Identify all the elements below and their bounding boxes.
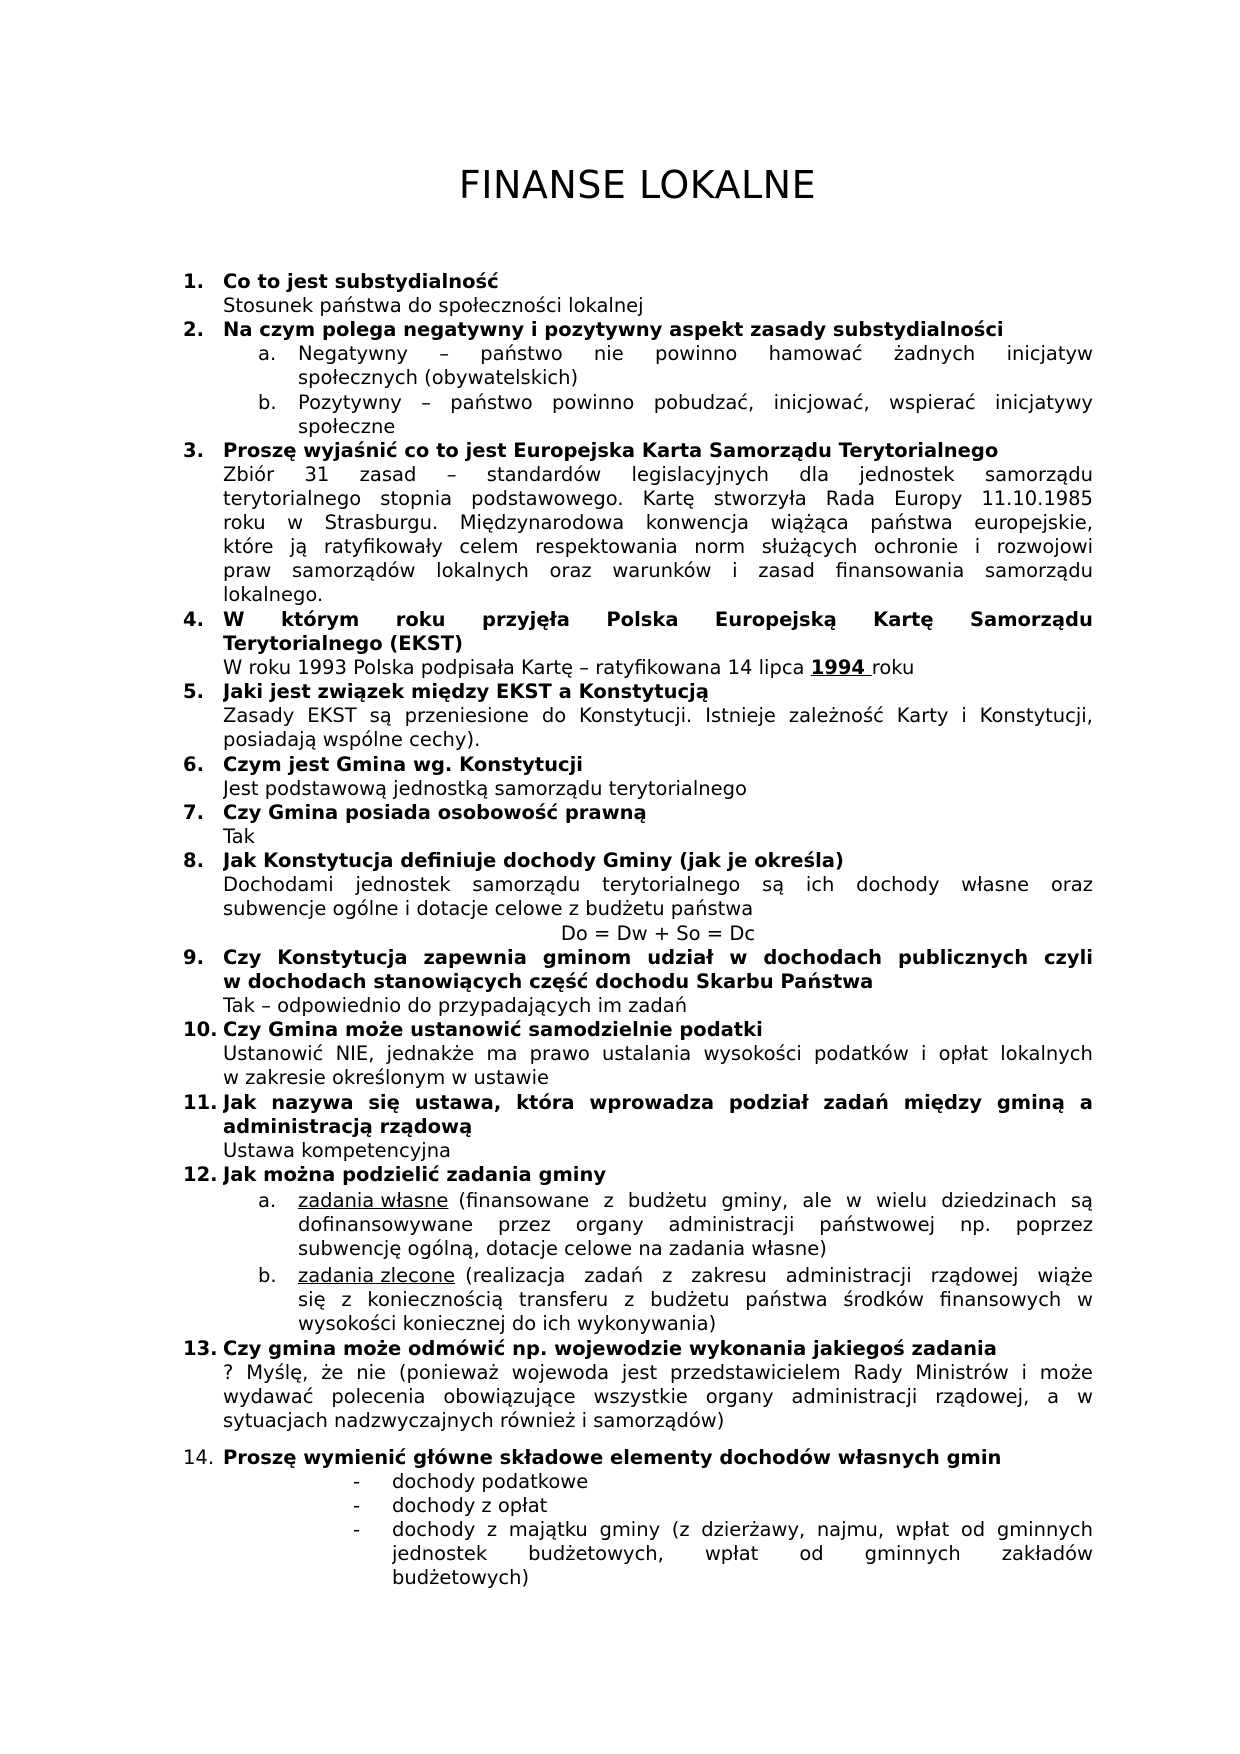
word: państwa: [870, 511, 953, 534]
word: ale: [802, 1189, 832, 1212]
question-number: 8.: [183, 849, 204, 872]
word: podatków: [814, 1042, 909, 1065]
word: gminy,: [721, 1189, 789, 1212]
word: (realizacja: [465, 1264, 566, 1287]
answer-10-line-1: [223, 1042, 1093, 1066]
word: wiążąca: [770, 511, 849, 534]
question-number: 9.: [183, 946, 204, 969]
word: Dochodami: [223, 873, 334, 896]
word: Polska: [606, 608, 679, 631]
word: inicjatywy: [995, 391, 1093, 414]
word: gminnych: [996, 1518, 1093, 1541]
word: Konstytucji,: [979, 704, 1093, 727]
word: Kartę: [642, 487, 695, 510]
word: własne: [961, 873, 1030, 896]
word: transferu: [518, 1288, 609, 1311]
word: jednakże: [386, 1042, 475, 1065]
question-9-line-2: w dochodach stanowiących część dochodu Skarbu Państwa: [223, 970, 874, 993]
word: od: [960, 1518, 986, 1541]
word: administracji: [791, 1385, 918, 1408]
word: czyli: [1043, 946, 1093, 969]
answer-5-line-1: [223, 704, 1093, 728]
word: dochody: [856, 873, 940, 896]
income-item-3-line-3: budżetowych): [392, 1566, 530, 1589]
word: z: [603, 1189, 614, 1212]
word: środków: [843, 1288, 924, 1311]
word: państwowej: [819, 1213, 936, 1236]
word: legislacyjnych: [631, 463, 769, 486]
word: samorządu: [472, 873, 581, 896]
word: państwo: [480, 342, 563, 365]
word: Czy: [223, 946, 262, 969]
list-label: b.: [258, 391, 277, 414]
word: a: [1079, 1091, 1093, 1114]
question-9-line-1: [223, 946, 1093, 970]
word: rządowej,: [935, 1385, 1030, 1408]
income-item-2: dochody z opłat: [392, 1494, 548, 1517]
list-dash: -: [353, 1494, 361, 1517]
word: –: [446, 463, 457, 486]
list-label: a.: [258, 1189, 277, 1212]
word: W: [223, 608, 245, 631]
word: jednostek: [355, 873, 451, 896]
answer-5-line-2: posiadają wspólne cechy).: [223, 728, 481, 751]
word: Konstytucja: [277, 946, 408, 969]
word: wydawać: [223, 1385, 314, 1408]
word: wojewoda: [511, 1361, 610, 1384]
word: stopnia: [380, 487, 453, 510]
word: od: [799, 1542, 824, 1565]
word: Ministrów: [915, 1361, 1009, 1384]
question-14: Proszę wymienić główne składowe elementy dochodów własnych gmin: [223, 1446, 1002, 1469]
income-item-3-line-2: [392, 1542, 1093, 1566]
answer-11: Ustawa kompetencyjna: [223, 1139, 452, 1162]
word: żadnych: [893, 342, 976, 365]
word: przyjęła: [482, 608, 570, 631]
word: powinno: [654, 342, 738, 365]
word: 11.10.1985: [981, 487, 1093, 510]
answer-7: Tak: [223, 825, 255, 848]
question-11-line-2: administracją rządową: [223, 1115, 473, 1138]
question-number: 2.: [183, 318, 204, 341]
question-number: 13.: [183, 1337, 218, 1360]
word: opłat: [938, 1042, 989, 1065]
word: się: [368, 1091, 400, 1114]
word: Myślę,: [246, 1361, 309, 1384]
word: EKST: [307, 704, 357, 727]
word: zasad: [359, 463, 417, 486]
answer-13-line-2: [223, 1385, 1093, 1409]
word: wiąże: [1037, 1264, 1093, 1287]
word: nie: [356, 1361, 387, 1384]
question-12: Jak można podzielić zadania gminy: [223, 1163, 607, 1186]
word: rządowej: [930, 1264, 1019, 1287]
word: hamować: [768, 342, 863, 365]
answer-10-line-2: w zakresie określonym w ustawie: [223, 1066, 550, 1089]
word: są: [762, 873, 785, 896]
word: gminnych: [864, 1542, 961, 1565]
word: zadań: [584, 1264, 644, 1287]
question-3: Proszę wyjaśnić co to jest Europejska Karta Samorządu Terytorialnego: [223, 439, 999, 462]
answer-3-line-1: [223, 463, 1093, 487]
word: powinno: [552, 391, 635, 414]
word: koniecznością: [367, 1288, 504, 1311]
question-number: 11.: [183, 1091, 218, 1114]
year-highlight: 1994: [810, 656, 872, 679]
word: wielu: [875, 1189, 928, 1212]
list-dash: -: [353, 1470, 361, 1493]
word: ją: [290, 535, 308, 558]
word: zadań: [823, 1091, 889, 1114]
word: celem: [459, 535, 519, 558]
word: która: [516, 1091, 575, 1114]
word: wpłat: [704, 1542, 759, 1565]
word: (finansowane: [458, 1189, 590, 1212]
word: dzierżawy,: [701, 1518, 806, 1541]
word: poprzez: [1015, 1213, 1093, 1236]
word: Istnieje: [705, 704, 776, 727]
word: wysokości: [703, 1042, 802, 1065]
word: dziedzinach: [941, 1189, 1057, 1212]
word: że: [321, 1361, 344, 1384]
word: (z: [671, 1518, 690, 1541]
word: zakresu: [691, 1264, 767, 1287]
word: z: [341, 1288, 352, 1311]
word: Kartę: [873, 608, 934, 631]
question-1: Co to jest substydialność: [223, 270, 499, 293]
answer-13-line-1: [223, 1361, 1093, 1385]
question-7: Czy Gmina posiada osobowość prawną: [223, 801, 647, 824]
word: państwa: [745, 1288, 828, 1311]
word: terytorialnego: [223, 487, 362, 510]
word: administracji: [785, 1264, 912, 1287]
answer-2b-line-2: społeczne: [298, 415, 396, 438]
word: ma: [486, 1042, 518, 1065]
word: są: [1070, 1189, 1093, 1212]
question-number: 3.: [183, 439, 204, 462]
word: które: [223, 535, 274, 558]
list-label: a.: [258, 342, 277, 365]
word: lokalnych: [436, 559, 529, 582]
word: lokalnych: [1000, 1042, 1093, 1065]
word: i: [732, 559, 738, 582]
word: w: [287, 511, 304, 534]
word: zakładów: [1001, 1542, 1093, 1565]
word: Karty: [896, 704, 949, 727]
answer-8-line-2: subwencje ogólne i dotacje celowe z budżetu państwa: [223, 897, 754, 920]
word: zależność: [788, 704, 884, 727]
word: wpłat: [895, 1518, 950, 1541]
formula: Do = Dw + So = Dc: [560, 922, 756, 945]
word: norm: [694, 535, 746, 558]
word: nazywa: [271, 1091, 354, 1114]
list-label: b.: [258, 1264, 277, 1287]
word: i: [920, 1042, 927, 1065]
word: jednostek: [859, 463, 955, 486]
word: oraz: [549, 559, 592, 582]
income-item-1: dochody podatkowe: [392, 1470, 589, 1493]
word: zasad: [758, 559, 815, 582]
answer-3-line-3: [223, 511, 1093, 535]
answer-2a-line-2: społecznych (obywatelskich): [298, 366, 579, 389]
answer-12a-line-2: [298, 1213, 1093, 1237]
word: budżetu: [650, 1288, 730, 1311]
word: ich: [805, 873, 835, 896]
answer-3-line-4: [223, 535, 1093, 559]
question-13: Czy gmina może odmówić np. wojewodzie wykonania jakiegoś zadania: [223, 1337, 997, 1360]
word: Europy: [894, 487, 963, 510]
word: ?: [223, 1361, 234, 1384]
answer-2b-line-1: [298, 391, 1093, 415]
question-4-line-1: [223, 608, 1093, 632]
word: państwo: [450, 391, 533, 414]
word: standardów: [486, 463, 602, 486]
word: i: [974, 535, 981, 558]
word: w: [1076, 1385, 1093, 1408]
word: –: [439, 342, 449, 365]
word: terytorialnego: [602, 873, 741, 896]
word: ustalania: [602, 1042, 692, 1065]
word: stworzyła: [713, 487, 807, 510]
answer-3-line-5: [223, 559, 1093, 583]
answer-8-line-1: [223, 873, 1093, 897]
question-number: 10.: [183, 1018, 218, 1041]
word: w: [1077, 1288, 1093, 1311]
answer-9: Tak – odpowiednio do przypadających im zadań: [223, 994, 688, 1017]
answer-12b-line-1: [298, 1264, 1093, 1288]
answer-12a-line-1: [298, 1189, 1093, 1213]
answer-12b-line-1-rest: [465, 1264, 1093, 1288]
answer-2a-line-1: [298, 342, 1093, 366]
word: wszystkie: [593, 1385, 688, 1408]
word: Jak: [223, 1091, 257, 1114]
word: Rady: [853, 1361, 903, 1384]
word: podział: [728, 1091, 809, 1114]
word: finansowania: [835, 559, 965, 582]
answer-3-line-6: lokalnego.: [223, 583, 324, 606]
word: się: [298, 1288, 326, 1311]
word: roku: [395, 608, 446, 631]
word: (ponieważ: [398, 1361, 499, 1384]
word: samorządu: [984, 463, 1093, 486]
word: jednostek: [392, 1542, 488, 1565]
word: z: [662, 1264, 673, 1287]
word: majątku: [508, 1518, 588, 1541]
word: najmu,: [816, 1518, 885, 1541]
word: wspierać: [889, 391, 976, 414]
word: z: [624, 1288, 635, 1311]
income-item-3-line-1: [392, 1518, 1093, 1542]
word: organy: [575, 1213, 644, 1236]
question-number: 4.: [183, 608, 204, 631]
word: udział: [647, 946, 714, 969]
word: budżetu: [627, 1189, 708, 1212]
word: pobudzać,: [653, 391, 755, 414]
word: Pozytywny: [298, 391, 402, 414]
answer-1: Stosunek państwa do społeczności lokalnej: [223, 294, 644, 317]
question-number: 1.: [183, 270, 204, 293]
word: –: [421, 391, 431, 414]
answer-3-line-2: [223, 487, 1093, 511]
term-zadania-zlecone: zadania zlecone: [298, 1264, 456, 1287]
word: przedstawicielem: [669, 1361, 841, 1384]
word: warunków: [612, 559, 712, 582]
question-8: Jak Konstytucja definiuje dochody Gminy (jak je określa): [223, 849, 844, 872]
word: podstawowego.: [471, 487, 624, 510]
word: dla: [799, 463, 830, 486]
question-2: Na czym polega negatywny i pozytywny aspekt zasady substydialności: [223, 318, 1004, 341]
word: inicjatyw: [1006, 342, 1093, 365]
word: nie: [593, 342, 624, 365]
word: przez: [498, 1213, 551, 1236]
word: np.: [959, 1213, 991, 1236]
question-10: Czy Gmina może ustanowić samodzielnie podatki: [223, 1018, 763, 1041]
word: administracji: [668, 1213, 795, 1236]
word: inicjować,: [773, 391, 870, 414]
word: są: [369, 704, 392, 727]
word: do: [541, 704, 567, 727]
word: samorządów: [291, 559, 416, 582]
document-title: FINANSE LOKALNE: [458, 163, 817, 207]
list-dash: -: [353, 1518, 361, 1541]
word: budżetowych,: [528, 1542, 664, 1565]
word: polecenia: [331, 1385, 426, 1408]
word: Negatywny: [298, 342, 408, 365]
word: między: [903, 1091, 983, 1114]
word: europejskie,: [974, 511, 1093, 534]
question-11-line-1: [223, 1091, 1093, 1115]
question-5: Jaki jest związek między EKST a Konstytucją: [223, 680, 709, 703]
answer-4: W roku 1993 Polska podpisała Kartę – ratyfikowana 14 lipca 1994 roku: [223, 656, 915, 679]
word: gminom: [542, 946, 632, 969]
word: NIE,: [335, 1042, 375, 1065]
question-number: 12.: [183, 1163, 218, 1186]
question-number: 7.: [183, 801, 204, 824]
word: gminy: [599, 1518, 661, 1541]
word: finansowych: [939, 1288, 1062, 1311]
word: ustawa,: [414, 1091, 502, 1114]
word: Ustanowić: [223, 1042, 324, 1065]
word: Konstytucji.: [579, 704, 693, 727]
word: Zbiór: [223, 463, 275, 486]
question-number: 6.: [183, 753, 204, 776]
answer-12b-line-2: [298, 1288, 1093, 1312]
word: którym: [280, 608, 360, 631]
word: Strasburgu.: [324, 511, 439, 534]
word: gminą: [996, 1091, 1065, 1114]
question-number: 14.: [183, 1446, 215, 1469]
answer-12a-line-3: subwencję ogólną, dotacje celowe na zadania własne): [298, 1237, 827, 1260]
word: organy: [705, 1385, 774, 1408]
word: służących: [761, 535, 858, 558]
word: obowiązujące: [443, 1385, 576, 1408]
word: prawo: [529, 1042, 590, 1065]
word: a: [1047, 1385, 1060, 1408]
word: oraz: [1050, 873, 1093, 896]
word: konwencja: [645, 511, 749, 534]
word: Samorządu: [970, 608, 1093, 631]
word: Międzynarodowa: [459, 511, 625, 534]
question-number: 5.: [183, 680, 204, 703]
word: jest: [621, 1361, 658, 1384]
question-4-line-2: Terytorialnego (EKST): [223, 632, 463, 655]
word: rozwojowi: [996, 535, 1093, 558]
answer-13-line-3: sytuacjach nadzwyczajnych również i samorządów): [223, 1409, 725, 1432]
word: samorządu: [984, 559, 1093, 582]
word: ochronie: [873, 535, 959, 558]
word: dochody: [392, 1518, 476, 1541]
word: praw: [223, 559, 272, 582]
word: w: [845, 1189, 862, 1212]
word: Rada: [825, 487, 876, 510]
word: ratyfikowały: [323, 535, 443, 558]
answer-6: Jest podstawową jednostką samorządu terytorialnego: [223, 777, 747, 800]
word: przeniesione: [404, 704, 529, 727]
answer-12a-line-1-rest: [458, 1189, 1093, 1213]
word: publicznych: [897, 946, 1029, 969]
question-6: Czym jest Gmina wg. Konstytucji: [223, 753, 583, 776]
term-zadania-wlasne: zadania własne: [298, 1189, 449, 1212]
word: Zasady: [223, 704, 295, 727]
word: wprowadza: [589, 1091, 715, 1114]
word: może: [1039, 1361, 1093, 1384]
word: i: [1021, 1361, 1027, 1384]
word: 31: [304, 463, 330, 486]
word: dochodach: [763, 946, 883, 969]
word: i: [961, 704, 967, 727]
word: dofinansowywane: [298, 1213, 474, 1236]
word: respektowania: [535, 535, 678, 558]
word: roku: [223, 511, 266, 534]
word: z: [486, 1518, 498, 1541]
word: Europejską: [714, 608, 837, 631]
answer-12b-line-3: wysokości koniecznej do ich wykonywania): [298, 1312, 717, 1335]
word: w: [729, 946, 748, 969]
word: zapewnia: [423, 946, 527, 969]
